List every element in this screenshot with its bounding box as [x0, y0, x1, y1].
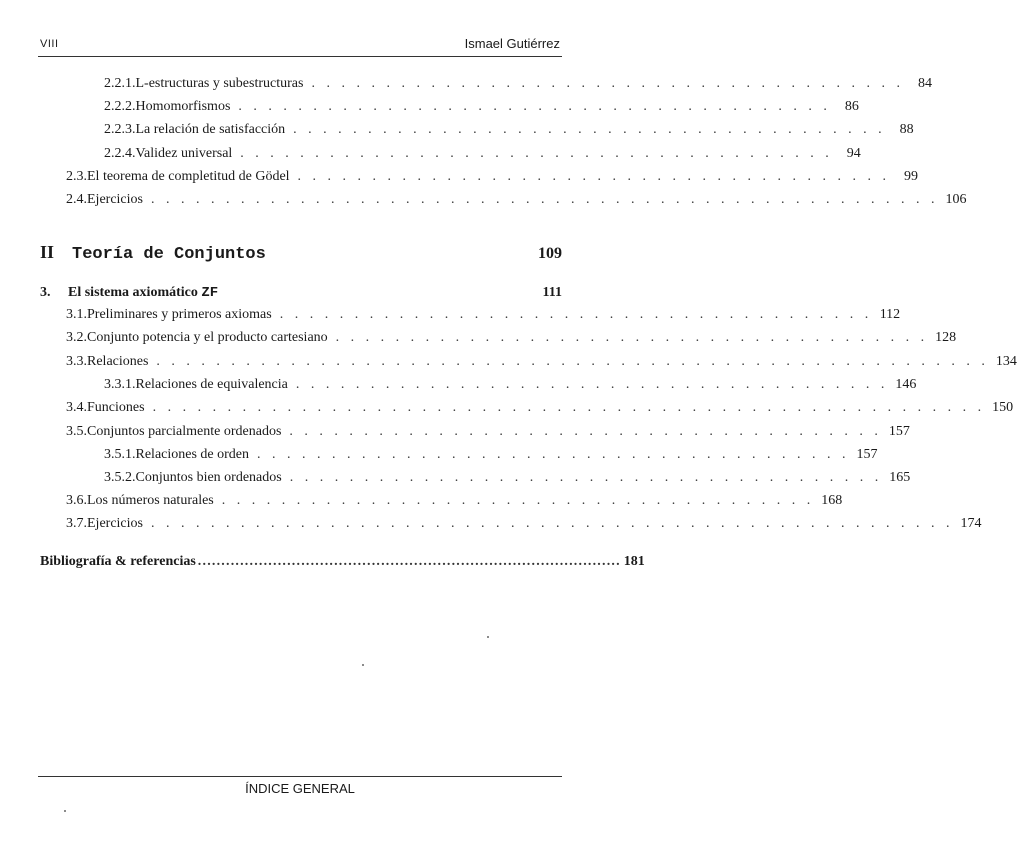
dot-leader: . . . . . . . . . . . . . . . . . . . . . . . . . . . . . . . . . . . . . . . . — [238, 99, 831, 114]
dot-leader: . . . . . . . . . . . . . . . . . . . . . . . . . . . . . . . . . . . . . . . . — [240, 146, 833, 161]
part-title: Teoría de Conjuntos — [72, 245, 266, 264]
scan-speck — [362, 664, 364, 666]
toc-entry-number: 3.5.2. — [104, 470, 136, 485]
toc-entry-number: 2.2.4. — [104, 146, 136, 161]
chapter-title-code: ZF — [201, 285, 219, 301]
toc-entry-number: 3.3. — [66, 354, 87, 369]
toc-entry-title: Relaciones de orden — [135, 447, 250, 462]
toc-entry-title: Conjuntos bien ordenados — [135, 470, 282, 485]
toc-entry-number: 3.4. — [66, 400, 87, 415]
toc-entry-number: 3.2. — [66, 330, 87, 345]
dot-leader: . . . . . . . . . . . . . . . . . . . . . . . . . . . . . . . . . . . . . . . . . . . . . . . . . . . . . . . . — [156, 354, 989, 369]
toc-entry-page: 168 — [821, 493, 843, 508]
toc-entry[interactable] — [66, 305, 901, 325]
toc-entry-title: Preliminares y primeros axiomas — [87, 307, 272, 322]
dot-leader: .......................................................................................... — [197, 554, 621, 569]
dot-leader: . . . . . . . . . . . . . . . . . . . . . . . . . . . . . . . . . . . . . . . . . . . . . . . . . . . . . . — [150, 516, 954, 531]
toc-entry[interactable] — [66, 514, 982, 534]
bibliography-entry[interactable] — [40, 552, 645, 572]
toc-entry-number: 2.3. — [66, 169, 87, 184]
toc-entry-number: 2.2.1. — [104, 76, 136, 91]
toc-entry-title: Ejercicios — [87, 192, 143, 207]
part-page: 109 — [538, 245, 562, 262]
toc-entry-number: 3.7. — [66, 516, 87, 531]
running-author: Ismael Gutiérrez — [464, 36, 560, 51]
dot-leader: . . . . . . . . . . . . . . . . . . . . . . . . . . . . . . . . . . . . . . . . . . . . . . . . . . . . . . . . — [152, 400, 986, 415]
dot-leader: . . . . . . . . . . . . . . . . . . . . . . . . . . . . . . . . . . . . . . . . — [279, 307, 873, 322]
toc-entry-number: 2.4. — [66, 192, 87, 207]
toc-entry-page: 86 — [844, 99, 859, 114]
toc-entry-title: L-estructuras y subestructuras — [135, 76, 304, 91]
toc-entry-number: 3.3.1. — [104, 377, 136, 392]
scan-speck — [64, 810, 66, 812]
toc-entry-page: 106 — [945, 192, 967, 207]
dot-leader: . . . . . . . . . . . . . . . . . . . . . . . . . . . . . . . . . . . . . . . . — [289, 424, 882, 439]
toc-entry-page: 150 — [992, 400, 1014, 415]
toc-entry[interactable] — [66, 190, 967, 210]
toc-entry-title: Ejercicios — [87, 516, 143, 531]
toc-entry-page: 174 — [960, 516, 982, 531]
toc-entry-page: 157 — [856, 447, 878, 462]
toc-entry[interactable] — [66, 328, 957, 348]
toc-entry-number: 2.2.3. — [104, 122, 136, 137]
toc-entry-title: El teorema de completitud de Gödel — [87, 169, 290, 184]
dot-leader: . . . . . . . . . . . . . . . . . . . . . . . . . . . . . . . . . . . . . . . . — [335, 330, 929, 345]
toc-entry-number: 3.1. — [66, 307, 87, 322]
toc-entry[interactable] — [66, 398, 1014, 418]
toc-entry[interactable] — [104, 468, 911, 488]
toc-entry-page: 165 — [889, 470, 911, 485]
toc-entry-title: Funciones — [87, 400, 145, 415]
toc-entry-page: 94 — [846, 146, 861, 161]
bibliography-page: 181 — [623, 554, 645, 569]
toc-entry[interactable] — [66, 167, 919, 187]
toc-entry[interactable] — [66, 352, 1017, 372]
toc-entry[interactable] — [66, 491, 843, 511]
bibliography-title: Bibliografía & referencias — [40, 554, 196, 569]
toc-entry-title: Los números naturales — [87, 493, 214, 508]
toc-entry[interactable] — [104, 120, 914, 140]
toc-entry-number: 3.5. — [66, 424, 87, 439]
toc-entry-title: Relaciones — [87, 354, 149, 369]
dot-leader: . . . . . . . . . . . . . . . . . . . . . . . . . . . . . . . . . . . . . . . . — [289, 470, 883, 485]
dot-leader: . . . . . . . . . . . . . . . . . . . . . . . . . . . . . . . . . . . . . . . . — [297, 169, 891, 184]
toc-entry-title: Validez universal — [135, 146, 233, 161]
dot-leader: . . . . . . . . . . . . . . . . . . . . . . . . . . . . . . . . . . . . . . . . — [257, 447, 850, 462]
toc-entry-page: 128 — [935, 330, 957, 345]
chapter-number: 3. — [40, 285, 51, 300]
toc-entry[interactable] — [104, 445, 878, 465]
footer-rule — [38, 776, 562, 777]
toc-entry-page: 99 — [904, 169, 919, 184]
toc-entry-page: 146 — [895, 377, 917, 392]
chapter-entry[interactable] — [40, 283, 562, 303]
toc-entry-title: Relaciones de equivalencia — [135, 377, 288, 392]
toc-entry-number: 3.5.1. — [104, 447, 136, 462]
toc-entry-title: Conjunto potencia y el producto cartesiano — [87, 330, 328, 345]
scan-speck — [487, 636, 489, 638]
dot-leader: . . . . . . . . . . . . . . . . . . . . . . . . . . . . . . . . . . . . . . . . — [293, 122, 886, 137]
dot-leader: . . . . . . . . . . . . . . . . . . . . . . . . . . . . . . . . . . . . . . . . — [221, 493, 815, 508]
dot-leader: . . . . . . . . . . . . . . . . . . . . . . . . . . . . . . . . . . . . . . . . — [295, 377, 889, 392]
page-folio: VIII — [40, 38, 59, 50]
chapter-page: 111 — [542, 285, 562, 300]
running-footer: ÍNDICE GENERAL — [245, 781, 355, 796]
part-heading[interactable] — [40, 242, 562, 268]
toc-entry-page: 112 — [879, 307, 901, 322]
toc-entry[interactable] — [104, 144, 861, 164]
toc-entry-number: 2.2.2. — [104, 99, 136, 114]
toc-entry[interactable] — [104, 375, 917, 395]
toc-entry-page: 88 — [899, 122, 914, 137]
dot-leader: . . . . . . . . . . . . . . . . . . . . . . . . . . . . . . . . . . . . . . . . — [311, 76, 904, 91]
toc-entry-page: 84 — [917, 76, 932, 91]
toc-entry[interactable] — [104, 74, 932, 94]
toc-entry-title: La relación de satisfacción — [135, 122, 286, 137]
dot-leader: . . . . . . . . . . . . . . . . . . . . . . . . . . . . . . . . . . . . . . . . . . . . . . . . . . . . . — [150, 192, 939, 207]
toc-entry-page: 134 — [995, 354, 1017, 369]
chapter-title: El sistema axiomático ZF — [68, 285, 219, 301]
toc-entry-page: 157 — [888, 424, 910, 439]
toc-entry-title: Homomorfismos — [135, 99, 231, 114]
part-number: II — [40, 242, 55, 262]
page-header — [40, 38, 560, 56]
toc-entry[interactable] — [66, 422, 910, 442]
toc-entry[interactable] — [104, 97, 859, 117]
toc-entry-number: 3.6. — [66, 493, 87, 508]
header-rule — [38, 56, 562, 57]
toc-entry-title: Conjuntos parcialmente ordenados — [87, 424, 282, 439]
